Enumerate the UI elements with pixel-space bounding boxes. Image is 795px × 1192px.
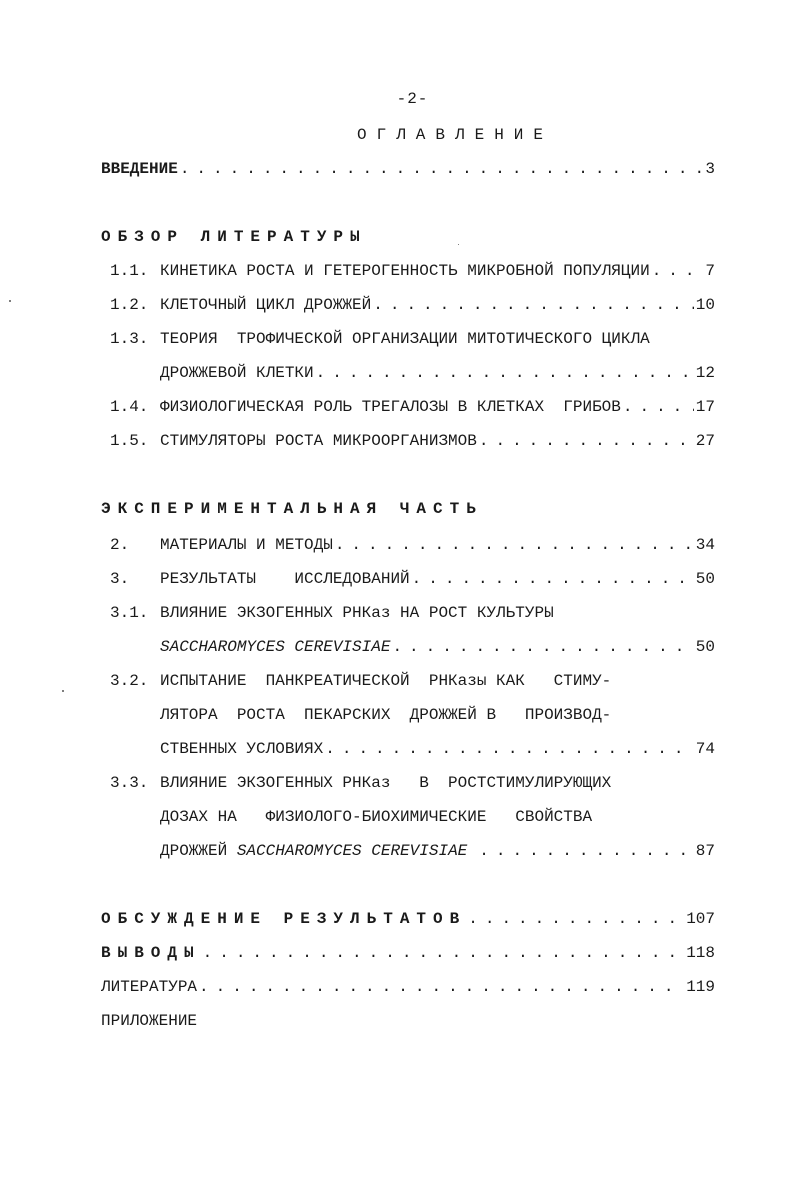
- toc-num: 1.5.: [110, 432, 149, 450]
- toc-page: 17: [695, 398, 715, 416]
- toc-label: ИСПЫТАНИЕ ПАНКРЕАТИЧЕСКОЙ РНКазы КАК СТИМУ-: [160, 672, 612, 690]
- toc-page: 50: [695, 570, 715, 588]
- toc-page: 107: [686, 910, 715, 928]
- toc-num: 3.: [110, 570, 130, 588]
- toc-entry-3-3-line1: [110, 774, 611, 792]
- toc-entry-1-5: [110, 432, 715, 454]
- toc-page: 27: [695, 432, 715, 450]
- toc-entry-appendix: ПРИЛОЖЕНИЕ: [101, 1012, 198, 1030]
- toc-label: SACCHAROMYCES CEREVISIAE: [160, 638, 391, 656]
- leader-dots: [623, 398, 694, 416]
- leader-dots: [335, 536, 694, 554]
- toc-entry-3-2-line1: [110, 672, 611, 690]
- toc-label: РЕЗУЛЬТАТЫ ИССЛЕДОВАНИЙ: [160, 570, 410, 588]
- toc-label: ВЛИЯНИЕ ЭКЗОГЕННЫХ РНКаз НА РОСТ КУЛЬТУРЫ: [160, 604, 554, 622]
- leader-dots: [412, 570, 694, 588]
- toc-num: 3.3.: [110, 774, 149, 792]
- toc-page: 7: [705, 262, 715, 280]
- toc-num: 3.2.: [110, 672, 149, 690]
- toc-entry-intro: [101, 160, 715, 182]
- toc-entry-1-2: [110, 296, 715, 318]
- leader-dots: [325, 740, 694, 758]
- leader-dots: [392, 638, 693, 656]
- toc-label: КИНЕТИКА РОСТА И ГЕТЕРОГЕННОСТЬ МИКРОБНОЙ ПОПУЛЯЦИИ: [160, 262, 650, 280]
- page-number: -2-: [396, 90, 429, 108]
- toc-label: СТИМУЛЯТОРЫ РОСТА МИКРООРГАНИЗМОВ: [160, 432, 477, 450]
- scan-speck: [458, 244, 459, 245]
- leader-dots: [652, 262, 704, 280]
- toc-label: МАТЕРИАЛЫ И МЕТОДЫ: [160, 536, 333, 554]
- toc-label: ТЕОРИЯ ТРОФИЧЕСКОЙ ОРГАНИЗАЦИИ МИТОТИЧЕСКОГО ЦИКЛА: [160, 330, 650, 348]
- toc-label: СТВЕННЫХ УСЛОВИЯХ: [160, 740, 324, 758]
- toc-entry-2: [110, 536, 715, 558]
- scan-speck: [9, 300, 11, 302]
- toc-label: КЛЕТОЧНЫЙ ЦИКЛ ДРОЖЖЕЙ: [160, 296, 372, 314]
- scan-speck: [62, 690, 64, 692]
- toc-entry-3-1-line2: [160, 638, 715, 660]
- toc-page: 34: [695, 536, 715, 554]
- toc-label: ВЛИЯНИЕ ЭКЗОГЕННЫХ РНКаз В РОСТСТИМУЛИРУЮЩИХ: [160, 774, 612, 792]
- toc-label-part: ДРОЖЖЕЙ: [160, 842, 228, 860]
- toc-num: 1.2.: [110, 296, 149, 314]
- leader-dots: [203, 944, 685, 962]
- toc-entry-3: [110, 570, 715, 592]
- toc-label-species: SACCHAROMYCES CEREVISIAE: [236, 842, 468, 860]
- leader-dots: [373, 296, 694, 314]
- toc-num: 1.1.: [110, 262, 149, 280]
- toc-num: 1.3.: [110, 330, 149, 348]
- toc-page: 10: [695, 296, 715, 314]
- section-heading-experimental: ЭКСПЕРИМЕНТАЛЬНАЯ ЧАСТЬ: [101, 500, 483, 518]
- toc-entry-conclusions: [101, 944, 715, 966]
- toc-entry-1-1: [110, 262, 715, 284]
- toc-entry-1-3-line2: [160, 364, 715, 386]
- toc-page: 50: [695, 638, 715, 656]
- leader-dots: [468, 910, 684, 928]
- toc-entry-3-3-line3: [160, 842, 715, 864]
- toc-page: 3: [705, 160, 715, 178]
- toc-entry-3-2-line3: [160, 740, 715, 762]
- leader-dots: [180, 160, 704, 178]
- toc-entry-1-3-line1: [110, 330, 650, 348]
- leader-dots: [479, 842, 694, 860]
- toc-page: 74: [695, 740, 715, 758]
- toc-page: 87: [695, 842, 715, 860]
- section-heading-review: ОБЗОР ЛИТЕРАТУРЫ: [101, 228, 367, 246]
- toc-page: 119: [686, 978, 715, 996]
- leader-dots: [199, 978, 684, 996]
- toc-label: [160, 842, 467, 860]
- toc-label: ВВЕДЕНИЕ: [101, 160, 178, 178]
- toc-entry-3-2-line2: ЛЯТОРА РОСТА ПЕКАРСКИХ ДРОЖЖЕЙ В ПРОИЗВОД-: [160, 706, 612, 724]
- toc-page: 118: [686, 944, 715, 962]
- toc-entry-3-3-line2: ДОЗАХ НА ФИЗИОЛОГО-БИОХИМИЧЕСКИЕ СВОЙСТВА: [160, 808, 593, 826]
- toc-page: 12: [695, 364, 715, 382]
- toc-label: ЛИТЕРАТУРА: [101, 978, 198, 996]
- leader-dots: [479, 432, 694, 450]
- toc-entry-3-1-line1: [110, 604, 554, 622]
- leader-dots: [316, 364, 694, 382]
- toc-num: 2.: [110, 536, 130, 554]
- toc-label: ДРОЖЖЕВОЙ КЛЕТКИ: [160, 364, 314, 382]
- toc-num: 1.4.: [110, 398, 149, 416]
- toc-num: 3.1.: [110, 604, 149, 622]
- toc-label: ВЫВОДЫ: [101, 944, 201, 962]
- toc-entry-1-4: [110, 398, 715, 420]
- toc-label: ОБСУЖДЕНИЕ РЕЗУЛЬТАТОВ: [101, 910, 467, 928]
- toc-entry-discussion: [101, 910, 715, 932]
- toc-label: ФИЗИОЛОГИЧЕСКАЯ РОЛЬ ТРЕГАЛОЗЫ В КЛЕТКАХ ГРИБОВ: [160, 398, 621, 416]
- toc-title: ОГЛАВЛЕНИЕ: [356, 126, 553, 144]
- toc-entry-literature: [101, 978, 715, 1000]
